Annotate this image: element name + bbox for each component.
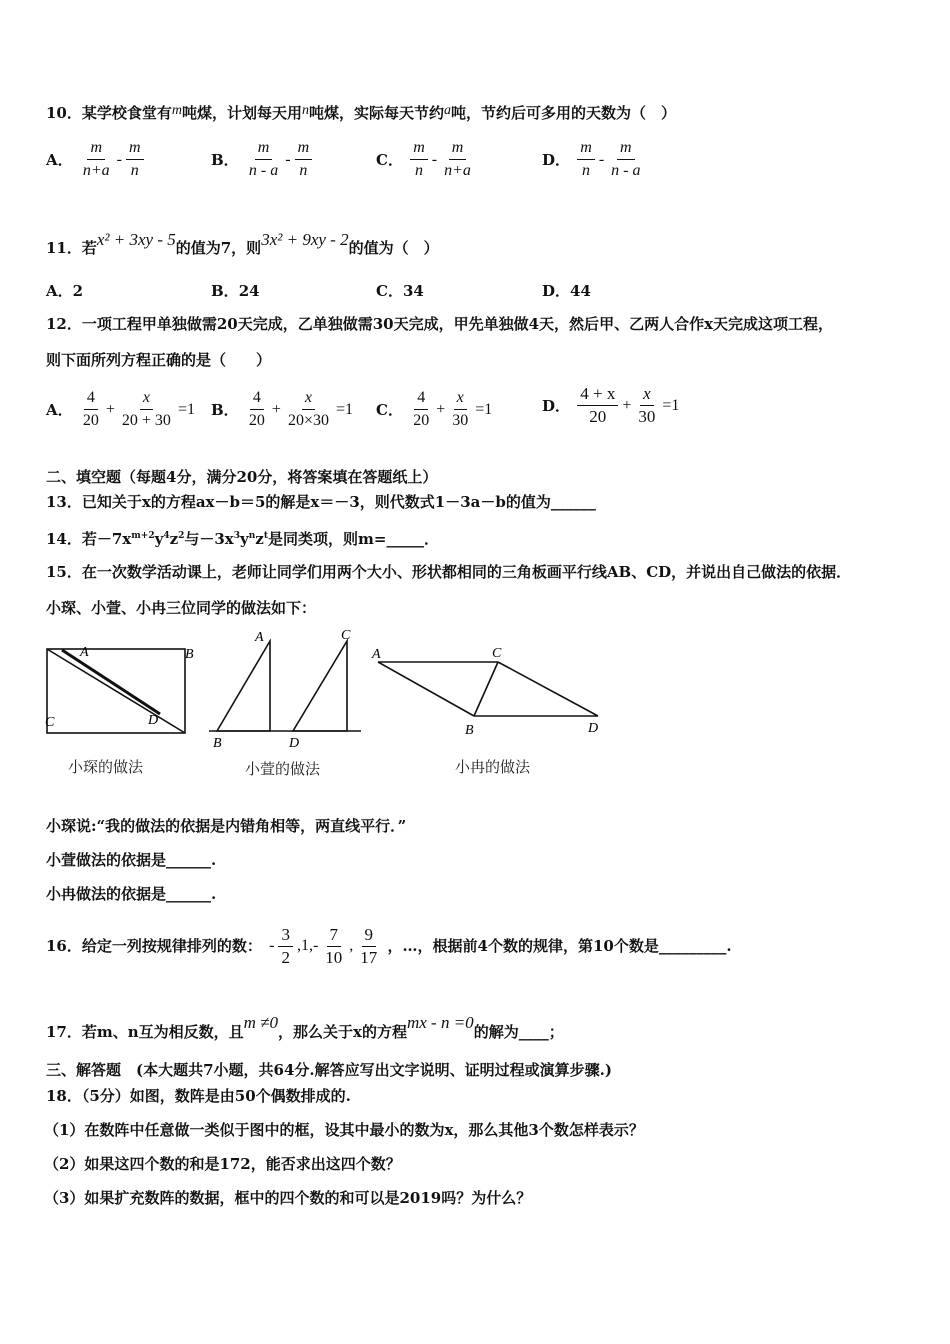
point-c: C [341,628,351,643]
q11-expr2: 3x² + 9xy - 2 [261,230,349,249]
point-a: A [255,630,264,645]
q11-option-c: C．34 [376,282,424,300]
q11-option-b: B．24 [211,282,260,300]
point-b: B [213,736,222,751]
fraction: $\frac{3}{2}$ [278,925,293,968]
q11-option-a: A．2 [46,282,84,300]
q17-condition: m ≠0 [243,1013,279,1032]
fraction: $\frac{4}{20}$ [248,389,265,429]
point-d: D [289,736,300,751]
fraction: $\frac{m}{n+a}$ [444,139,471,179]
q12-line1: 12．一项工程甲单独做需20天完成，乙单独做需30天完成，甲先单独做4天，然后甲、乙两人合作x天完成这项工程， [46,315,834,333]
q18-title: 18．（5分）如图，数阵是由50个偶数排成的. [46,1087,351,1105]
point-d: D [148,713,159,728]
q11-expr1: x² + 3xy - 5 [96,230,176,249]
figure-xiaoxuan [205,625,365,755]
q10-option-b: B． $\frac{m}{n - a}$ - $\frac{m}{n}$ [211,138,314,181]
q15-line3: 小琛说:“我的做法的依据是内错角相等，两直线平行．” [46,817,407,835]
q12-option-b: B． $\frac{4}{20}$ + $\frac{x}{20\times 30}$ =1 [211,389,354,429]
q18-part1: （1）在数阵中任意做一类似于图中的框，设其中最小的数为x，那么其他3个数怎样表示？ [44,1121,644,1139]
point-c: C [45,715,55,730]
segment-bc [474,662,498,716]
q15-line2: 小琛、小萱、小冉三位同学的做法如下： [46,599,317,617]
fraction: $\frac{m}{n+a}$ [82,139,110,179]
triangle-left [217,641,270,731]
q18-part2: （2）如果这四个数的和是172，能否求出这四个数？ [44,1155,401,1173]
q15-line5: 小冉做法的依据是______. [46,885,217,903]
fraction: $\frac{x}{30}$ [638,384,656,426]
var-n: n [302,103,310,118]
q12-option-d: D． $\frac{4 + x}{20}$ + $\frac{x}{30}$ =1 [542,384,680,426]
q10-option-a: A． $\frac{m}{n+a}$ - $\frac{m}{n}$ [46,138,146,181]
point-d: D [588,721,599,736]
fraction: $\frac{m}{n}$ [126,138,144,181]
q17: 17．若m、n互为相反数，且m ≠0，那么关于x的方程mx - n =0的解为____； [46,1013,564,1041]
fraction: $\frac{m}{n - a}$ [248,139,279,179]
q16: 16．给定一列按规律排列的数： - $\frac{3}{2}$ ,1,- $\frac{7}{10}$ , $\frac{9}{17}$ ，…，根据前4个数的规律，第10个数是_________. [46,924,732,967]
fraction: $\frac{m}{n - a}$ [611,139,641,179]
fraction: $\frac{4 + x}{20}$ [577,384,618,427]
section-3-heading: 三、解答题 (本大题共7小题，共64分.解答应写出文字说明、证明过程或演算步骤.) [46,1061,612,1079]
caption-xiaoxuan: 小萱的做法 [245,760,321,778]
fraction: $\frac{m}{n}$ [295,138,313,181]
q15-line1: 15．在一次数学活动课上，老师让同学们用两个大小、形状都相同的三角板画平行线AB、CD，并说出自己做法的依据． [46,563,852,581]
point-a: A [80,645,89,660]
q11-stem: 11．若x² + 3xy - 5的值为7，则3x² + 9xy - 2的值为（ ） [46,230,439,257]
fraction: $\frac{m}{n}$ [577,138,595,181]
q18-part3: （3）如果扩充数阵的数据，框中的四个数的和可以是2019吗？为什么？ [44,1189,532,1207]
point-b: B [185,647,194,662]
diagonal-edge [47,649,185,733]
section-2-heading: 二、填空题（每题4分，满分20分，将答案填在答题纸上） [46,468,438,486]
caption-xiaoran: 小冉的做法 [455,758,531,776]
q12-line2: 则下面所列方程正确的是（ ） [46,351,272,369]
var-m: m [171,103,182,118]
q10-option-c: C． $\frac{m}{n}$ - $\frac{m}{n+a}$ [376,138,476,181]
q12-option-c: C． $\frac{4}{20}$ + $\frac{x}{30}$ =1 [376,389,493,429]
fraction: $\frac{4}{20}$ [82,389,99,429]
segment-cd [498,662,598,716]
triangle-right [293,641,347,731]
fraction: $\frac{x}{30}$ [452,389,469,429]
var-a: a [444,103,452,118]
diagonal-edge-2 [62,650,160,714]
fraction: $\frac{m}{n}$ [410,138,428,181]
point-c: C [492,646,502,661]
q12-option-a: A． $\frac{4}{20}$ + $\frac{x}{20 + 30}$ =1 [46,389,195,429]
q15-line4: 小萱做法的依据是______. [46,851,217,869]
q13: 13．已知关于x的方程ax－b＝5的解是x＝－3，则代数式1－3a－b的值为______ [46,493,596,511]
fraction: $\frac{4}{20}$ [413,389,430,429]
figure-xiaoran [368,640,608,740]
segment-ab [378,662,474,716]
point-a: A [372,647,381,662]
point-b: B [465,723,474,738]
q14: 14．若$-7x^{m+2}y^4z^2$与$-3x^3y^nz^t$是同类项，则m=_____． [46,530,439,548]
fraction: $\frac{9}{17}$ [360,924,378,967]
figure-xiaochen [40,640,220,750]
q10-option-d: D． $\frac{m}{n}$ - $\frac{m}{n - a}$ [542,138,645,181]
q10-stem: 10．某学校食堂有m吨煤，计划每天用n吨煤，实际每天节约a吨，节约后可多用的天数为（ ） [46,103,677,122]
caption-xiaochen: 小琛的做法 [68,758,144,776]
fraction: $\frac{x}{20\times 30}$ [287,389,329,429]
fraction: $\frac{7}{10}$ [325,924,343,967]
q11-option-d: D．44 [542,282,591,300]
q17-equation: mx - n =0 [406,1013,474,1032]
fraction: $\frac{x}{20 + 30}$ [121,389,171,429]
